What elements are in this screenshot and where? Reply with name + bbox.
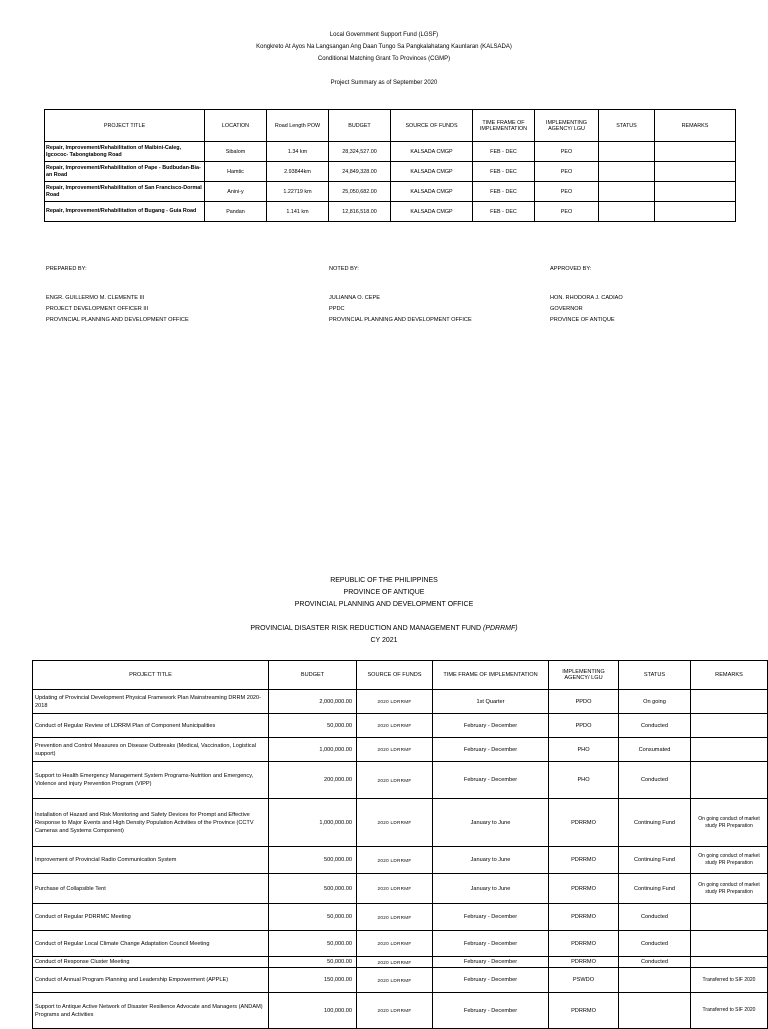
table-row [45,182,736,202]
project-title-cell: Prevention and Control Measures on Disease Outbreaks (Medical, Vaccination, Logistical support) [33,738,269,762]
column-header: STATUS [599,110,655,142]
table-row [33,799,768,847]
budget-cell: 500,000.00 [269,847,357,874]
timeframe-cell: February - December [433,993,549,1029]
budget-cell: 50,000.00 [269,904,357,931]
budget-cell: 50,000.00 [269,931,357,957]
location-cell: Sibalom [205,142,267,162]
road-length-cell: 2.93844km [267,162,329,182]
agency-cell: PEO [535,202,599,222]
source-cell: 2020 LDRRMF [357,690,433,714]
budget-cell: 12,816,518.00 [329,202,391,222]
timeframe-cell: February - December [433,968,549,993]
budget-cell: 1,000,000.00 [269,738,357,762]
column-header: IMPLEMENTING AGENCY/ LGU [549,661,619,690]
remarks-cell [655,182,736,202]
column-header: TIME FRAME OF IMPLEMENTATION [473,110,535,142]
status-cell: Conducted [619,931,691,957]
remarks-cell [655,162,736,182]
signatory-label: NOTED BY: [329,266,359,272]
table-header-row [45,110,736,142]
table-row [33,847,768,874]
project-title-cell: Installation of Hazard and Risk Monitoring and Safety Devices for Prompt and Effective Response to Major Events and High Density Population Activities of the Province (CCTV Cameras and Systems Component) [33,799,269,847]
project-title-cell: Purchase of Collapsible Tent [33,874,269,904]
column-header: SOURCE OF FUNDS [391,110,473,142]
source-cell: 2020 LDRRMF [357,762,433,799]
remarks-cell [691,931,768,957]
column-header: SOURCE OF FUNDS [357,661,433,690]
table-row [33,738,768,762]
table-row [33,931,768,957]
status-cell: Consumated [619,738,691,762]
budget-cell: 28,324,527.00 [329,142,391,162]
status-cell: Conducted [619,957,691,968]
doc2-header-line-3: PROVINCIAL PLANNING AND DEVELOPMENT OFFICE [294,601,474,608]
remarks-cell: Transferred to SIF 2020 [691,993,768,1029]
signatory-prepared [46,264,189,326]
doc2-header-line-2: PROVINCE OF ANTIQUE [343,589,425,596]
status-cell: Continuing Fund [619,799,691,847]
source-cell: 2020 LDRRMF [357,968,433,993]
timeframe-cell: FEB - DEC [473,182,535,202]
road-length-cell: 1.22719 km [267,182,329,202]
source-cell: 2020 LDRRMF [357,738,433,762]
budget-cell: 500,000.00 [269,874,357,904]
location-cell: Pandan [205,202,267,222]
project-title-cell: Conduct of Annual Program Planning and Leadership Empowerment (APPLE) [33,968,269,993]
timeframe-cell: FEB - DEC [473,162,535,182]
agency-cell: PHO [549,762,619,799]
remarks-cell [691,690,768,714]
project-title-cell: Support to Antique Active Network of Disaster Resilience Advocate and Managers (ANDAM) Programs and Activities [33,993,269,1029]
project-title-cell: Conduct of Response Cluster Meeting [33,957,269,968]
road-length-cell: 1.34 km [267,142,329,162]
table-row [45,202,736,222]
doc1-header-line-4: Project Summary as of September 2020 [330,80,438,86]
table-row [33,762,768,799]
table-row [45,142,736,162]
project-title-cell: Conduct of Regular Review of LDRRM Plan of Component Municipalities [33,714,269,738]
status-cell: On going [619,690,691,714]
status-cell: Conducted [619,762,691,799]
signatory-name: JULIANNA O. CEPE [329,295,380,301]
signatory-name: ENGR. GUILLERMO M. CLEMENTE III [46,295,145,301]
table-row [33,904,768,931]
location-cell: Hamtic [205,162,267,182]
source-cell: KALSADA CMGP [391,142,473,162]
remarks-cell: On going conduct of market study PR Preparation [691,847,768,874]
budget-cell: 200,000.00 [269,762,357,799]
status-cell: Conducted [619,904,691,931]
project-title-cell: Repair, Improvement/Rehabilitation of Pape - Budbudan-Bia-an Road [45,162,205,182]
agency-cell: PPDO [549,714,619,738]
table-row [45,162,736,182]
project-title-cell: Repair, Improvement/Rehabilitation of Bugang - Guia Road [45,202,205,222]
remarks-cell: Transferred to SIF 2020 [691,968,768,993]
timeframe-cell: January to June [433,799,549,847]
agency-cell: PDRRMO [549,904,619,931]
project-title-cell: Repair, Improvement/Rehabilitation of San Francisco-Dormal Road [45,182,205,202]
doc1-header-line-1: Local Government Support Fund (LGSF) [329,32,439,38]
remarks-cell [655,202,736,222]
signatory-approved [550,264,623,326]
remarks-cell: On going conduct of market study PR Preparation [691,799,768,847]
agency-cell: PDRRMO [549,799,619,847]
agency-cell: PEO [535,182,599,202]
agency-cell: PDRRMO [549,957,619,968]
budget-cell: 24,849,328.00 [329,162,391,182]
agency-cell: PDRRMO [549,993,619,1029]
remarks-cell [655,142,736,162]
timeframe-cell: FEB - DEC [473,142,535,162]
agency-cell: PDRRMO [549,931,619,957]
project-title-cell: Support to Health Emergency Management System Programs-Nutrition and Emergency, Violence and injury Prevention Program (VIPP) [33,762,269,799]
kalsada-project-table [44,109,736,222]
agency-cell: PEO [535,162,599,182]
agency-cell: PEO [535,142,599,162]
source-cell: 2020 LDRRMF [357,799,433,847]
agency-cell: PHO [549,738,619,762]
signatory-position: PROJECT DEVELOPMENT OFFICER III [46,306,149,312]
source-cell: 2020 LDRRMF [357,874,433,904]
source-cell: 2020 LDRRMF [357,714,433,738]
remarks-cell [691,762,768,799]
project-title-cell: Repair, Improvement/Rehabilitation of Maibini-Caleg, Igcococ- Tabongtabong Road [45,142,205,162]
signatory-label: PREPARED BY: [46,266,87,272]
table-row [33,968,768,993]
column-header: STATUS [619,661,691,690]
status-cell: Conducted [619,714,691,738]
doc2-header-line-1: REPUBLIC OF THE PHILIPPINES [330,577,438,584]
signatory-office: PROVINCIAL PLANNING AND DEVELOPMENT OFFICE [46,317,189,323]
timeframe-cell: February - December [433,762,549,799]
budget-cell: 50,000.00 [269,957,357,968]
column-header: PROJECT TITLE [33,661,269,690]
signatory-name: HON. RHODORA J. CADIAO [550,295,623,301]
remarks-cell [691,714,768,738]
budget-cell: 2,000,000.00 [269,690,357,714]
source-cell: 2020 LDRRMF [357,931,433,957]
budget-cell: 150,000.00 [269,968,357,993]
column-header: TIME FRAME OF IMPLEMENTATION [433,661,549,690]
project-title-cell: Conduct of Regular PDRRMC Meeting [33,904,269,931]
table-row [33,874,768,904]
budget-cell: 50,000.00 [269,714,357,738]
timeframe-cell: FEB - DEC [473,202,535,222]
table-row [33,993,768,1029]
column-header: REMARKS [655,110,736,142]
status-cell: Continuing Fund [619,847,691,874]
source-cell: KALSADA CMGP [391,202,473,222]
remarks-cell [691,738,768,762]
timeframe-cell: February - December [433,738,549,762]
table-row [33,690,768,714]
column-header: BUDGET [269,661,357,690]
table-header-row [33,661,768,690]
timeframe-cell: February - December [433,904,549,931]
doc1-header-line-3: Conditional Matching Grant To Provinces (CGMP) [317,56,451,62]
agency-cell: PDRRMO [549,874,619,904]
source-cell: 2020 LDRRMF [357,847,433,874]
fund-title [0,623,768,635]
source-cell: KALSADA CMGP [391,162,473,182]
source-cell: 2020 LDRRMF [357,957,433,968]
timeframe-cell: February - December [433,931,549,957]
timeframe-cell: February - December [433,957,549,968]
project-title-cell: Improvement of Provincial Radio Communication System [33,847,269,874]
column-header: BUDGET [329,110,391,142]
project-title-cell: Conduct of Regular Local Climate Change Adaptation Council Meeting [33,931,269,957]
column-header: Road Length POW [267,110,329,142]
agency-cell: PDRRMO [549,847,619,874]
timeframe-cell: January to June [433,847,549,874]
signatory-office: PROVINCIAL PLANNING AND DEVELOPMENT OFFICE [329,317,472,323]
signatory-position: GOVERNOR [550,306,583,312]
remarks-cell [691,957,768,968]
status-cell [599,202,655,222]
doc1-header-line-2: Kongkreto At Ayos Na Langsangan Ang Daan Tungo Sa Pangkalahatang Kaunlaran (KALSADA) [256,44,512,50]
source-cell: 2020 LDRRMF [357,904,433,931]
signatory-noted [329,264,472,326]
status-cell [599,142,655,162]
remarks-cell: On going conduct of market study PR Preparation [691,874,768,904]
status-cell [599,162,655,182]
location-cell: Anini-y [205,182,267,202]
column-header: IMPLEMENTING AGENCY/ LGU [535,110,599,142]
remarks-cell [691,904,768,931]
timeframe-cell: January to June [433,874,549,904]
fund-year: CY 2021 [370,637,398,644]
road-length-cell: 1.141 km [267,202,329,222]
signatory-label: APPROVED BY: [550,266,592,272]
budget-cell: 25,050,682.00 [329,182,391,202]
agency-cell: PPDO [549,690,619,714]
status-cell [619,993,691,1029]
table-row [33,957,768,968]
budget-cell: 100,000.00 [269,993,357,1029]
status-cell: Continuing Fund [619,874,691,904]
signatory-position: PPDC [329,306,345,312]
pdrrmf-project-table [32,660,768,1029]
source-cell: 2020 LDRRMF [357,993,433,1029]
project-title-cell: Updating of Provincial Development Physical Framework Plan Mainstreaming DRRM 2020-2018 [33,690,269,714]
signatory-office: PROVINCE OF ANTIQUE [550,317,615,323]
budget-cell: 1,000,000.00 [269,799,357,847]
fund-abbreviation: (PDRRMF) [483,625,518,632]
table-row [33,714,768,738]
column-header: REMARKS [691,661,768,690]
column-header: PROJECT TITLE [45,110,205,142]
fund-title-text: PROVINCIAL DISASTER RISK REDUCTION AND MANAGEMENT FUND [250,625,482,632]
column-header: LOCATION [205,110,267,142]
status-cell [619,968,691,993]
timeframe-cell: February - December [433,714,549,738]
source-cell: KALSADA CMGP [391,182,473,202]
timeframe-cell: 1st Quarter [433,690,549,714]
status-cell [599,182,655,202]
agency-cell: PSWDO [549,968,619,993]
